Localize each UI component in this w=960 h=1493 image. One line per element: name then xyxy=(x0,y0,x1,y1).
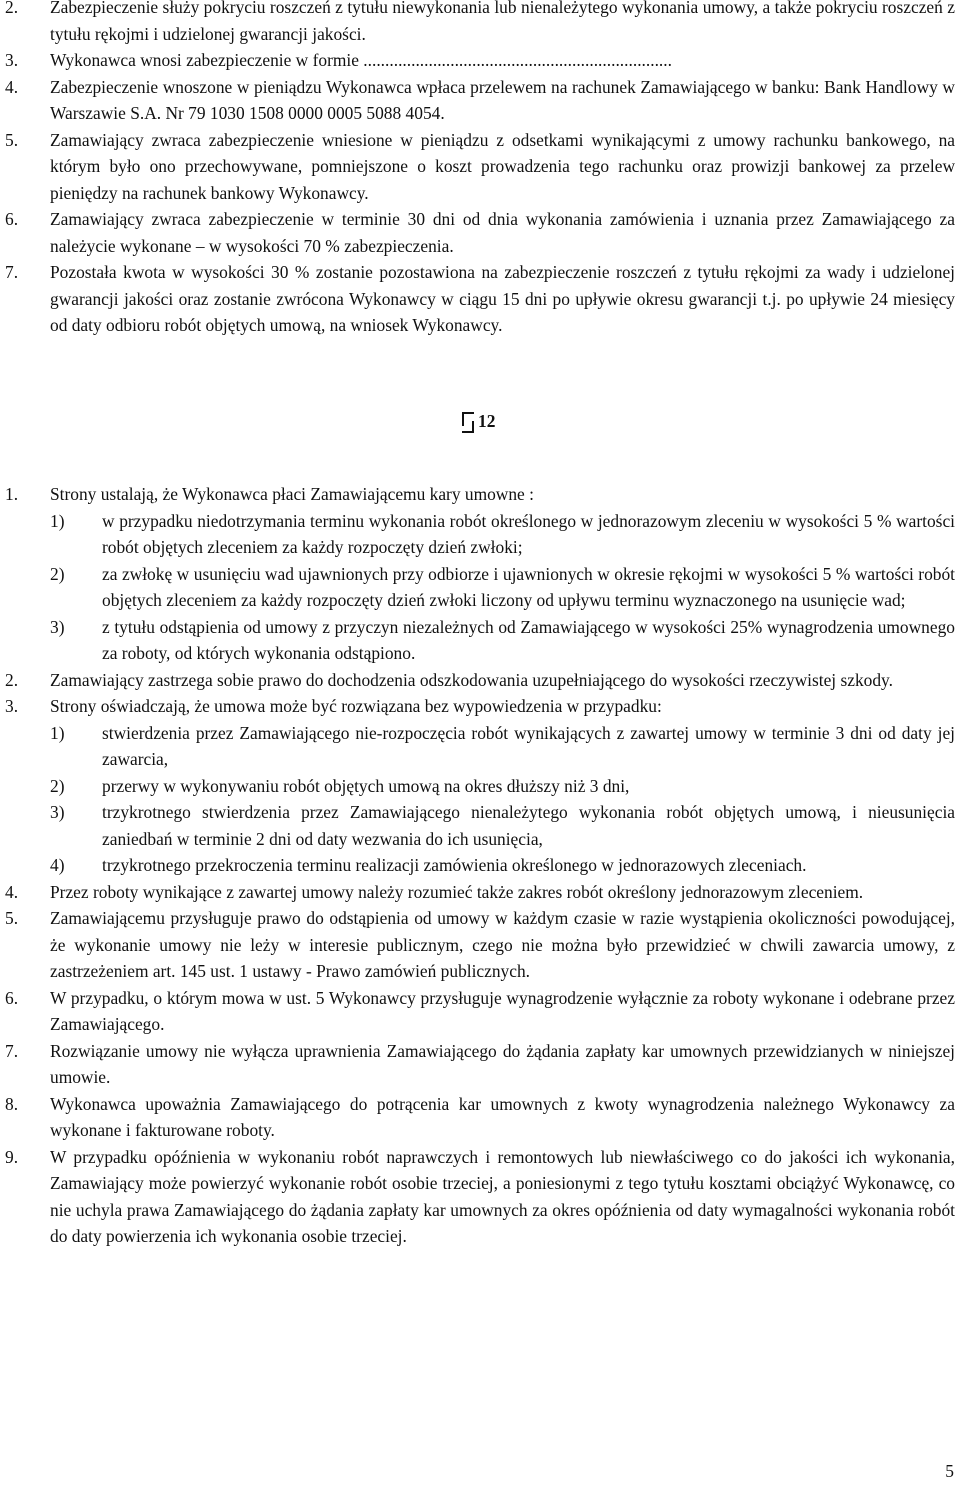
clause-text: Strony oświadczają, że umowa może być rozwiązana bez wypowiedzenia w przypadku: xyxy=(50,696,662,716)
clause-1 xyxy=(0,481,960,508)
page-number: 5 xyxy=(945,1461,954,1481)
clause-8 xyxy=(0,1091,960,1144)
clause-number: 3. xyxy=(5,696,19,716)
paragraph-6 xyxy=(0,206,960,259)
subclause-text: za zwłokę w usunięciu wad ujawnionych przy odbiorze i ujawnionych w okresie rękojmi w wysokości 5 % wartości robót objętych zleceniem za każdy rozpoczęty dzień zwłoki liczony od upływu terminu wyznaczonego na usunięcie wad; xyxy=(102,563,955,610)
subclause-text: stwierdzenia przez Zamawiającego nie-rozpoczęcia robót wynikających z zawartej umowy w terminie 3 dni od daty jej zawarcia, xyxy=(102,722,955,769)
subclause-3-3 xyxy=(0,799,960,852)
paragraph-7 xyxy=(0,259,960,339)
clause-text: W przypadku opóźnienia w wykonaniu robót naprawczych i remontowych lub niewłaściwego co do jakości ich wykonania, Zamawiający może powierzyć wykonanie robót osobie trzeciej, a poniesionymi z tego tytułu kosztami obciążyć Wykonawcę, co nie uchyla prawa Zamawiającego do żądania zapłaty kar umownych za okres opóźnienia od daty wymagalności wykonania robót do daty powierzenia ich wykonania osobie trzeciej. xyxy=(50,1146,955,1246)
clause-text: W przypadku, o którym mowa w ust. 5 Wykonawcy przysługuje wynagrodzenie wyłącznie za roboty wykonane i odebrane przez Zamawiającego. xyxy=(50,987,955,1034)
subclause-number: 1) xyxy=(50,722,65,743)
clause-4 xyxy=(0,879,960,906)
clause-text: Wykonawca upoważnia Zamawiającego do potrącenia kar umownych z kwoty wynagrodzenia należnego Wykonawcy za wykonane i fakturowane roboty. xyxy=(50,1093,955,1140)
clause-7 xyxy=(0,1038,960,1091)
subclause-text: trzykrotnego stwierdzenia przez Zamawiającego nienależytego wykonania robót objętych umową, i nieusunięcia zaniedbań w terminie 2 dni od daty wezwania do ich usunięcia, xyxy=(102,802,955,849)
clause-number: 5. xyxy=(5,908,19,928)
paragraph-number: 3. xyxy=(5,50,19,70)
subclause-1-1 xyxy=(0,508,960,561)
paragraph-text: Zamawiający zwraca zabezpieczenie w terminie 30 dni od dnia wykonania zamówienia i uznania przez Zamawiającego za należycie wykonane – w wysokości 70 % zabezpieczenia. xyxy=(50,209,955,256)
clause-number: 1. xyxy=(5,484,19,504)
clause-6 xyxy=(0,985,960,1038)
paragraph-text: Zabezpieczenie wnoszone w pieniądzu Wykonawca wpłaca przelewem na rachunek Zamawiającego w banku: Bank Handlowy w Warszawie S.A. Nr 79 1030 1508 0000 0005 5088 4054. xyxy=(50,76,955,123)
paragraph-5 xyxy=(0,127,960,207)
bottom-section xyxy=(0,481,960,1250)
paragraph-text: Pozostała kwota w wysokości 30 % zostanie pozostawiona na zabezpieczenie roszczeń z tytułu rękojmi za wady i udzielonej gwarancji jakości oraz zostanie zwrócona Wykonawcy w ciągu 15 dni po upływie okresu gwarancji t.j. po upływie 24 miesięcy od daty odbioru robót objętych umową, na wniosek Wykonawcy. xyxy=(50,262,955,335)
subclause-number: 2) xyxy=(50,775,65,796)
subclause-3-4 xyxy=(0,852,960,879)
section-heading xyxy=(462,408,495,435)
subclause-text: przerwy w wykonywaniu robót objętych umową na okres dłuższy niż 3 dni, xyxy=(102,775,630,796)
subclause-number: 1) xyxy=(50,510,65,531)
clause-text: Strony ustalają, że Wykonawca płaci Zamawiającemu kary umowne : xyxy=(50,484,534,504)
clause-number: 9. xyxy=(5,1146,19,1167)
paragraph-2 xyxy=(0,0,960,47)
clause-5 xyxy=(0,905,960,985)
subclause-number: 2) xyxy=(50,563,65,584)
clause-number: 2. xyxy=(5,669,19,690)
subclause-1-2 xyxy=(0,561,960,614)
clause-text: Zamawiającemu przysługuje prawo do odstąpienia od umowy w każdym czasie w razie wystąpienia okoliczności powodującej, że wykonanie umowy nie leży w interesie publicznym, czego nie można było przewidzieć w chwili zawarcia umowy, z zastrzeżeniem art. 145 ust. 1 ustawy - Prawo zamówień publicznych. xyxy=(50,908,955,981)
paragraph-text: Wykonawca wnosi zabezpieczenie w formie ....................................................................... xyxy=(50,50,672,70)
clause-number: 4. xyxy=(5,881,19,902)
paragraph-number: 2. xyxy=(5,0,19,17)
clause-9 xyxy=(0,1144,960,1250)
top-section xyxy=(0,0,960,339)
paragraph-number: 7. xyxy=(5,262,19,282)
subclause-3-1 xyxy=(0,720,960,773)
clause-text: Zamawiający zastrzega sobie prawo do dochodzenia odszkodowania uzupełniającego do wysokości rzeczywistej szkody. xyxy=(50,669,893,690)
clause-text: Przez roboty wynikające z zawartej umowy należy rozumieć także zakres robót określony jednorazowym zleceniem. xyxy=(50,881,864,902)
subclause-number: 3) xyxy=(50,616,65,637)
paragraph-number: 5. xyxy=(5,129,19,150)
paragraph-number: 4. xyxy=(5,76,19,97)
subclause-3-2 xyxy=(0,773,960,800)
section-number: 12 xyxy=(478,411,496,431)
clause-3 xyxy=(0,693,960,720)
paragraph-text: Zabezpieczenie służy pokryciu roszczeń z tytułu niewykonania lub nienależytego wykonania umowy, a także pokryciu roszczeń z tytułu rękojmi i udzielonej gwarancji jakości. xyxy=(50,0,955,44)
paragraph-number: 6. xyxy=(5,209,19,229)
subclause-1-3 xyxy=(0,614,960,667)
paragraph-4 xyxy=(0,74,960,127)
subclause-text: trzykrotnego przekroczenia terminu realizacji zamówienia określonego w jednorazowych zleceniach. xyxy=(102,855,807,875)
subclause-text: w przypadku niedotrzymania terminu wykonania robót określonego w jednorazowym zleceniu w wysokości 5 % wartości robót objętych zleceniem za każdy rozpoczęty dzień zwłoki; xyxy=(102,510,955,557)
subclause-number: 3) xyxy=(50,802,65,822)
clause-number: 8. xyxy=(5,1093,19,1114)
clause-text: Rozwiązanie umowy nie wyłącza uprawnienia Zamawiającego do żądania zapłaty kar umownych przewidzianych w niniejszej umowie. xyxy=(50,1040,955,1087)
paragraph-text: Zamawiający zwraca zabezpieczenie wniesione w pieniądzu z odsetkami wynikającymi z umowy rachunku bankowego, na którym było ono przechowywane, pomniejszone o koszt prowadzenia tego rachunku oraz prowizji bankowej za przelew pieniędzy na rachunek bankowy Wykonawcy. xyxy=(50,129,955,203)
subclause-text: z tytułu odstąpienia od umowy z przyczyn niezależnych od Zamawiającego w wysokości 25% wynagrodzenia umownego za roboty, od których wykonania odstąpiono. xyxy=(102,616,955,663)
paragraph-3 xyxy=(0,47,960,74)
clause-number: 7. xyxy=(5,1040,19,1061)
subclause-number: 4) xyxy=(50,855,65,875)
clause-number: 6. xyxy=(5,987,19,1008)
clause-2 xyxy=(0,667,960,694)
